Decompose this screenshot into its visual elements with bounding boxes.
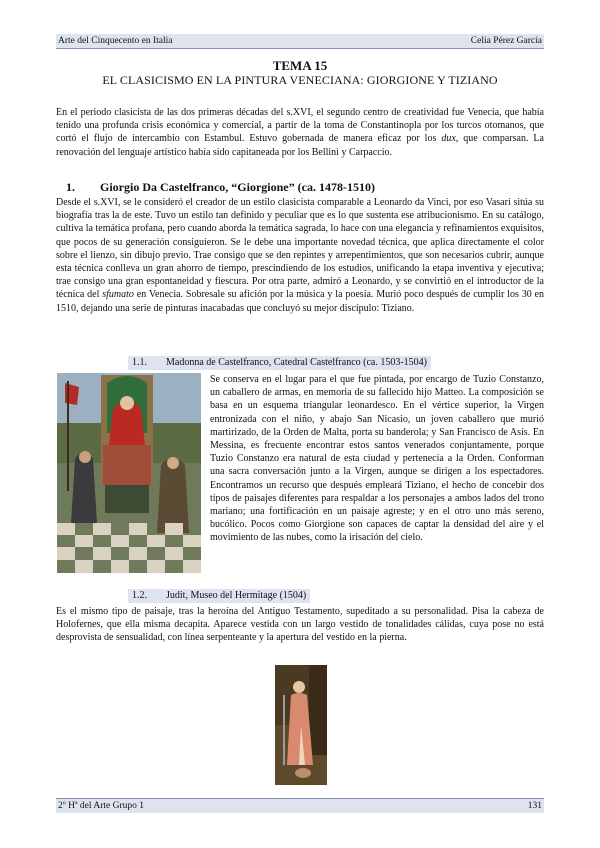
page-footer: [56, 798, 544, 813]
section-heading: [56, 180, 375, 195]
judit-painting-image: [275, 665, 327, 785]
section-number: 1.: [66, 180, 75, 194]
topic-number: TEMA 15: [272, 58, 328, 73]
intro-paragraph: En el periodo clasicista de las dos primeras décadas del s.XVI, el segundo centro de creatividad fue Venecia, que había tenido una profunda crisis económica y comercial, a partir de la toma de Constantinopla por los turcos otomanos, que cortó el flujo de intercambio con Estambul. Estuvo gobernada de manera eficaz por los dux, que comparsan. La renovación del lenguaje artístico había sido capitaneada por los Bellini y Carpaccio.: [56, 107, 544, 158]
subsection-number: 1.2.: [132, 590, 147, 601]
section-title: Giorgio Da Castelfranco, “Giorgione” (ca. 1478-1510): [100, 180, 375, 194]
subsection-heading-judit: [128, 589, 310, 603]
section-paragraph: Desde el s.XVI, se le consideró el creador de un estilo clasicista comparable a Leonardo da Vinci, por eso Vasari sitúa su biografía tras la de este. Tuvo un estilo tan definido y peculiar que es lo que sustenta ese atribucionismo. En su catálogo, cultiva la temática profana, pero cuando aborda la temática sagrada, lo hace con una elegancia y refinamientos exquisitos, que pocos de su generación consiguieron. Se le debe una importante novedad técnica, que aplica directamente el color sobre el lienzo, sin dibujo previo. Trae consigo que se den repintes y arrepentimientos, que son necesarios cubrir, aunque esta técnica conlleva un gran ahorro de tiempo, prescindiendo de los estudios, unificando la etapa inventiva y ejecutiva; trae consigo una gran espontaneidad y fiescura. Por otra parte, admiró a Leonardo, y se convirtió en el introductor de la técnica del sfumato en Venecia. Sobresale su afición por la música y la poesía. Murió poco después de cumplir los 30 en 1510, dejando una serie de pinturas inacabadas que concluyó su mejor discípulo: Tiziano.: [56, 197, 544, 314]
page-number: 131: [527, 801, 542, 811]
header-course: Arte del Cinquecento en Italia: [58, 36, 173, 46]
topic-title: EL CLASICISMO EN LA PINTURA VENECIANA: GIORGIONE Y TIZIANO: [102, 73, 498, 87]
page-header: [56, 34, 544, 49]
judit-description: Es el mismo tipo de paisaje, tras la heroína del Antiguo Testamento, supeditado a su personalidad. Pisa la cabeza de Holofernes, que ella misma decapita. Aparece vestida con un largo vestido de tonalidades cálidas, cuya pose no está desprovista de sensualidad, con línea serpenteante y la apertura del vestido en la pierna.: [56, 606, 544, 644]
subsection-title: Judit, Museo del Hermitage (1504): [166, 590, 307, 601]
subsection-heading-madonna: [128, 356, 431, 370]
header-author: Celia Pérez García: [470, 36, 542, 46]
madonna-painting-image: [57, 373, 201, 573]
footer-course: 2º Hª del Arte Grupo 1: [58, 801, 145, 811]
madonna-description: Se conserva en el lugar para el que fue pintada, por encargo de Tuzio Constanzo, un caballero de armas, en memoria de su fallecido hijo Matteo. La composición se basa en un esquema triangular leonardesco. En el vértice superior, la Virgen entronizada con el niño, y abajo San Nicasio, un joven caballero que murió martirizado, de la Orden de Malta, porta su banderola; y San Francisco de Asís. En Messina, es frecuente encontrar estos santos venerados conjuntamente, porque Tuzio Constanzo era natural de esta ciudad y pertenecía a la Orden. Conforman una sacra conversación junto a la Virgen, aunque se dirigen a los espectadores. Encontramos un recurso que después empleará Tiziano, el hecho de concebir dos tipos de paisajes diferentes para respaldar a los personajes a ambos lados del trono mariano; una fortificación en un paisaje agreste; y en el otro uno más sereno, bucólico. Pocos como Giorgione son capaces de captar la densidad del aire y el movimiento de las nubes, como la irisación del cielo.: [210, 374, 544, 544]
subsection-title: Madonna de Castelfranco, Catedral Castelfranco (ca. 1503-1504): [166, 357, 428, 368]
subsection-number: 1.1.: [132, 357, 147, 368]
